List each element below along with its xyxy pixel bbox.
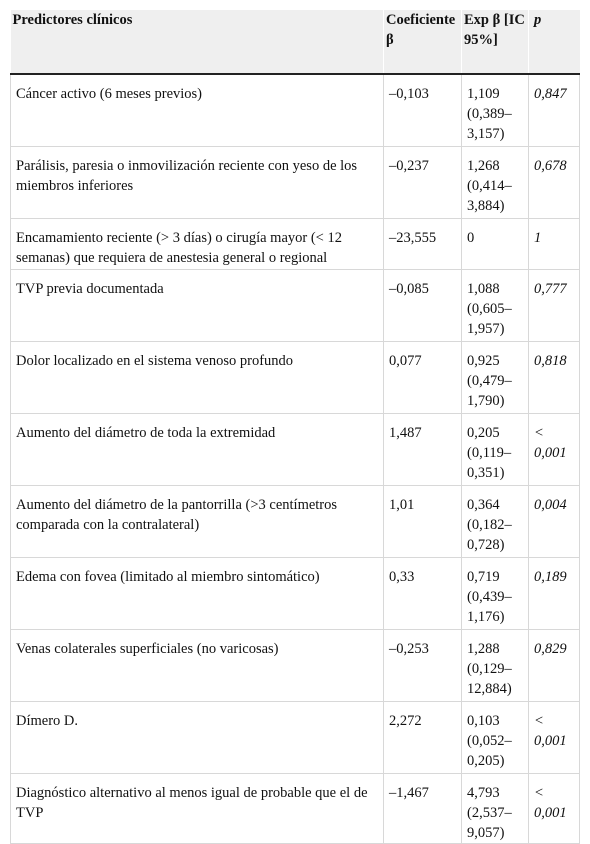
predictor-cell: Venas colaterales superficiales (no varicosas): [11, 630, 384, 702]
exp-beta-cell: 4,793 (2,537–9,057): [462, 774, 529, 844]
table-header: [11, 10, 580, 74]
table-container: [10, 10, 579, 844]
p-value-cell: 0,189: [529, 558, 580, 630]
table-row: [11, 270, 580, 342]
exp-beta-cell: 1,088 (0,605–1,957): [462, 270, 529, 342]
coefficient-cell: –23,555: [384, 219, 462, 270]
p-value-cell: < 0,001: [529, 774, 580, 844]
exp-beta-cell: 0,103 (0,052–0,205): [462, 702, 529, 774]
table-row: [11, 414, 580, 486]
table-row: [11, 702, 580, 774]
coefficient-cell: –0,085: [384, 270, 462, 342]
table-row: [11, 558, 580, 630]
p-value-cell: 1: [529, 219, 580, 270]
exp-beta-cell: 0,719 (0,439–1,176): [462, 558, 529, 630]
table-row: [11, 630, 580, 702]
predictor-cell: Dímero D.: [11, 702, 384, 774]
p-value-cell: 0,004: [529, 486, 580, 558]
exp-beta-cell: 0,364 (0,182–0,728): [462, 486, 529, 558]
coefficient-cell: –0,103: [384, 74, 462, 147]
predictor-cell: Edema con fovea (limitado al miembro sintomático): [11, 558, 384, 630]
exp-beta-cell: 1,268 (0,414–3,884): [462, 147, 529, 219]
predictor-cell: Cáncer activo (6 meses previos): [11, 74, 384, 147]
header-row: [11, 10, 580, 74]
table-row: [11, 74, 580, 147]
p-value-cell: < 0,001: [529, 414, 580, 486]
coefficient-cell: 1,487: [384, 414, 462, 486]
coefficient-cell: 0,077: [384, 342, 462, 414]
header-exp-beta: Exp β [IC 95%]: [462, 10, 529, 74]
predictor-cell: TVP previa documentada: [11, 270, 384, 342]
table-row: [11, 219, 580, 270]
p-value-cell: 0,818: [529, 342, 580, 414]
predictor-cell: Parálisis, paresia o inmovilización reciente con yeso de los miembros inferiores: [11, 147, 384, 219]
table-row: [11, 774, 580, 844]
coefficient-cell: –0,253: [384, 630, 462, 702]
predictor-cell: Diagnóstico alternativo al menos igual de probable que el de TVP: [11, 774, 384, 844]
exp-beta-cell: 0: [462, 219, 529, 270]
coefficient-cell: 1,01: [384, 486, 462, 558]
coefficient-cell: 0,33: [384, 558, 462, 630]
exp-beta-cell: 0,925 (0,479–1,790): [462, 342, 529, 414]
coefficient-cell: –0,237: [384, 147, 462, 219]
predictors-table: [10, 10, 580, 844]
predictor-cell: Encamamiento reciente (> 3 días) o cirugía mayor (< 12 semanas) que requiera de anestesia general o regional: [11, 219, 384, 270]
header-p-value: p: [529, 10, 580, 74]
p-value-cell: 0,777: [529, 270, 580, 342]
header-coefficient: Coeficiente β: [384, 10, 462, 74]
p-value-cell: 0,829: [529, 630, 580, 702]
exp-beta-cell: 0,205 (0,119–0,351): [462, 414, 529, 486]
coefficient-cell: –1,467: [384, 774, 462, 844]
table-row: [11, 342, 580, 414]
predictor-cell: Dolor localizado en el sistema venoso profundo: [11, 342, 384, 414]
predictor-cell: Aumento del diámetro de toda la extremidad: [11, 414, 384, 486]
table-body: [11, 74, 580, 844]
coefficient-cell: 2,272: [384, 702, 462, 774]
table-row: [11, 486, 580, 558]
predictor-cell: Aumento del diámetro de la pantorrilla (>3 centímetros comparada con la contralateral): [11, 486, 384, 558]
p-value-cell: 0,678: [529, 147, 580, 219]
p-value-cell: 0,847: [529, 74, 580, 147]
header-predictor: Predictores clínicos: [11, 10, 384, 74]
table-row: [11, 147, 580, 219]
exp-beta-cell: 1,288 (0,129–12,884): [462, 630, 529, 702]
p-value-cell: < 0,001: [529, 702, 580, 774]
exp-beta-cell: 1,109 (0,389–3,157): [462, 74, 529, 147]
